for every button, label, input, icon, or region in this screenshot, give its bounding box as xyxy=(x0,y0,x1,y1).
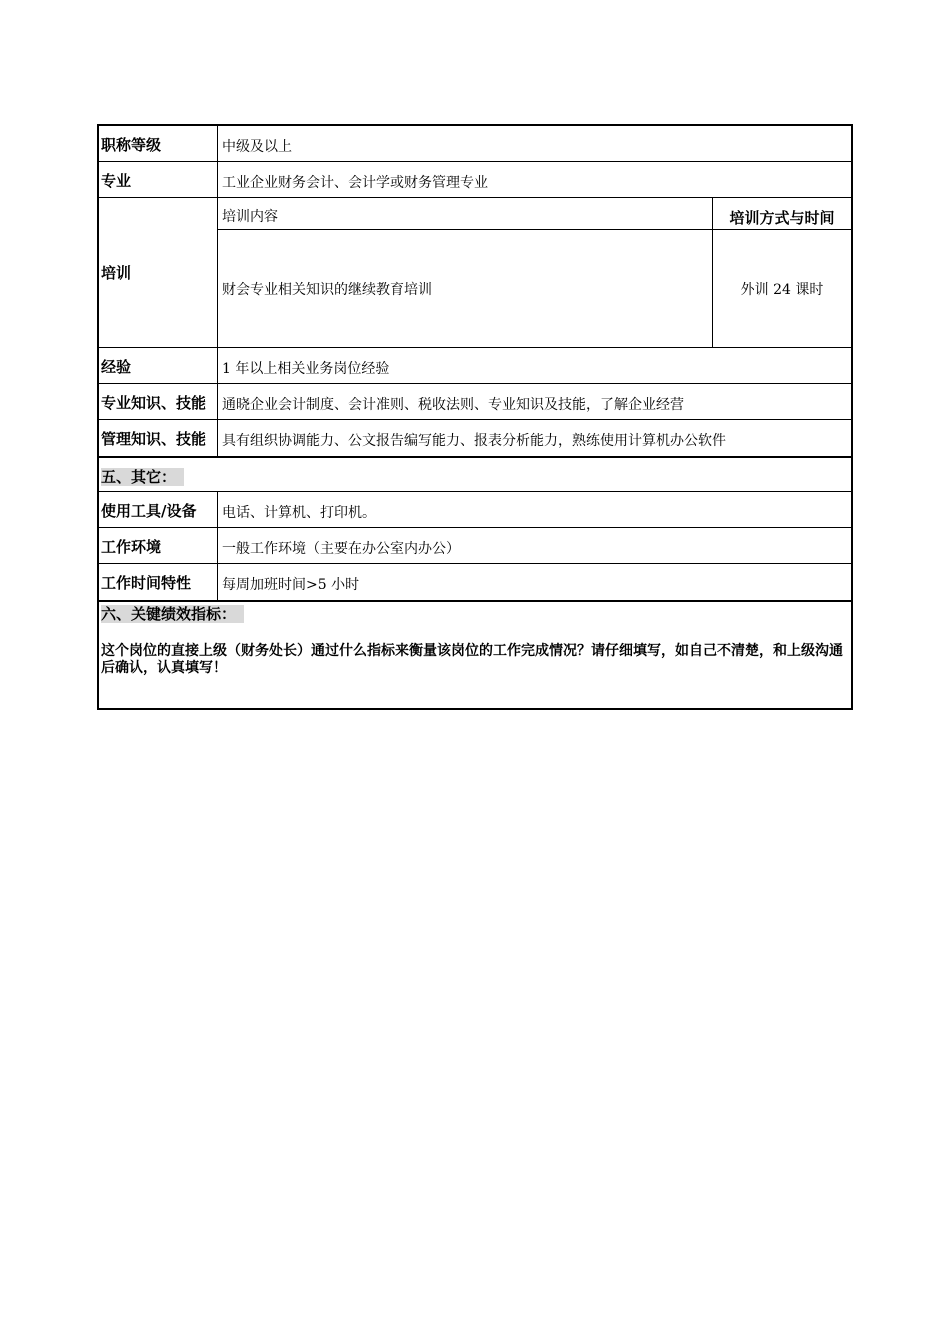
row-value: 1 年以上相关业务岗位经验 xyxy=(222,361,390,377)
table-row xyxy=(99,162,851,198)
row-label: 使用工具/设备 xyxy=(99,492,218,527)
row-value: 通晓企业会计制度、会计准则、税收法则、专业知识及技能，了解企业经营 xyxy=(222,397,684,413)
table-row xyxy=(99,384,851,420)
table-row xyxy=(99,492,851,528)
section-title-other: 五、其它： xyxy=(99,456,851,492)
row-value: 每周加班时间>5 小时 xyxy=(222,577,360,593)
row-label: 工作时间特性 xyxy=(99,564,218,600)
training-method: 外训 24 课时 xyxy=(740,281,824,298)
row-value: 电话、计算机、打印机。 xyxy=(222,505,376,521)
row-value: 具有组织协调能力、公文报告编写能力、报表分析能力，熟练使用计算机办公软件 xyxy=(222,433,726,449)
job-description-table xyxy=(97,124,853,710)
table-row xyxy=(99,126,851,162)
row-label: 工作环境 xyxy=(99,528,218,563)
row-value: 一般工作环境（主要在办公室内办公） xyxy=(222,541,460,557)
row-label: 经验 xyxy=(99,348,218,383)
row-value: 中级及以上 xyxy=(222,139,292,155)
training-row xyxy=(99,198,851,348)
row-value: 工业企业财务会计、会计学或财务管理专业 xyxy=(222,175,488,191)
row-label: 专业 xyxy=(99,162,218,197)
training-header xyxy=(218,198,851,230)
table-row xyxy=(99,348,851,384)
table-row xyxy=(99,420,851,456)
row-label: 职称等级 xyxy=(99,126,218,161)
row-label: 管理知识、技能 xyxy=(99,420,218,456)
training-detail xyxy=(218,198,851,347)
table-row xyxy=(99,564,851,600)
training-method-header: 培训方式与时间 xyxy=(729,209,835,227)
training-content-header: 培训内容 xyxy=(218,198,713,229)
kpi-instructions: 这个岗位的直接上级（财务处长）通过什么指标来衡量该岗位的工作完成情况？请仔细填写，如自己不清楚，和上级沟通后确认，认真填写！ xyxy=(101,643,843,676)
row-label: 专业知识、技能 xyxy=(99,384,218,419)
training-content: 财会专业相关知识的继续教育培训 xyxy=(218,230,713,347)
kpi-section xyxy=(99,600,851,708)
kpi-title: 六、关键绩效指标： xyxy=(101,603,849,624)
training-label: 培训 xyxy=(99,198,218,347)
training-body xyxy=(218,230,851,347)
table-row xyxy=(99,528,851,564)
